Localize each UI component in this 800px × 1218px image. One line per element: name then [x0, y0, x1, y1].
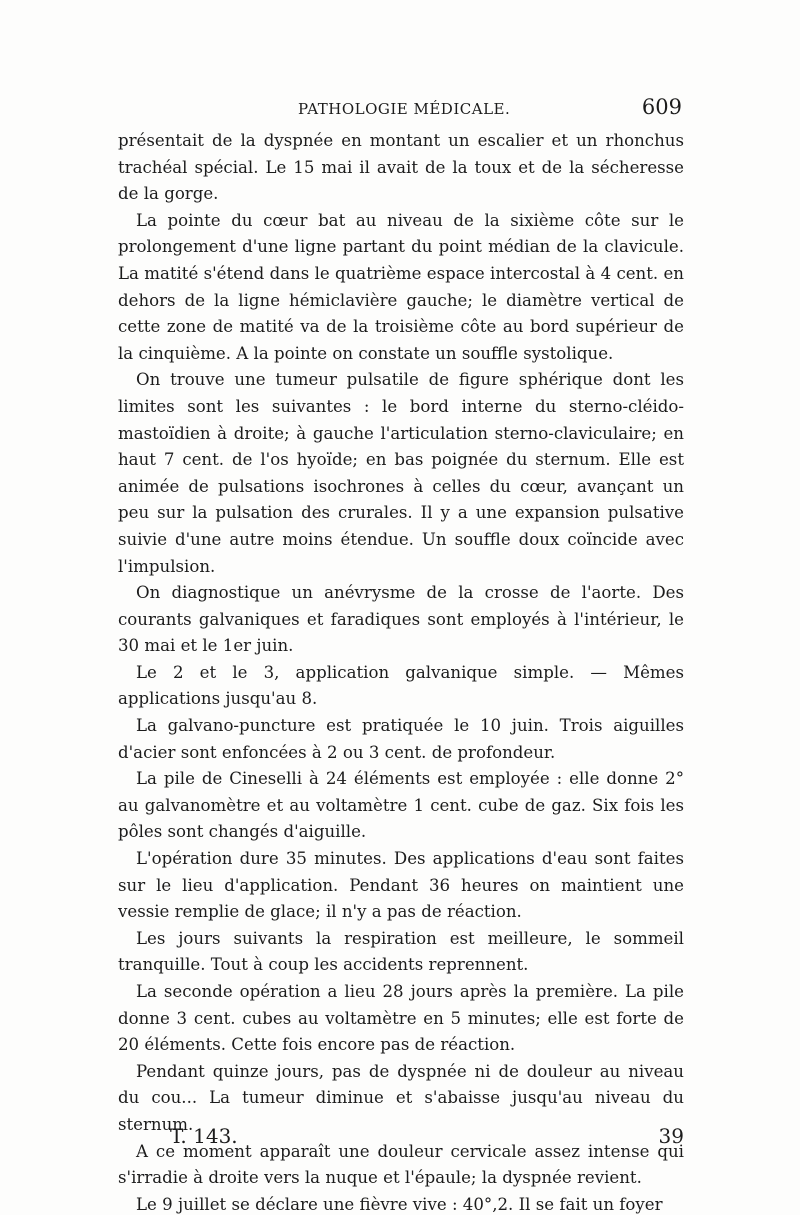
paragraph: Pendant quinze jours, pas de dyspnée ni de douleur au niveau du cou... La tumeur diminue et s'abaisse jusqu'au niveau du sternum. — [118, 1061, 684, 1134]
body-text — [118, 128, 684, 1218]
paragraph: La seconde opération a lieu 28 jours après la première. La pile donne 3 cent. cubes au voltamètre en 5 minutes; elle est forte de 20 éléments. Cette fois encore pas de réaction. — [118, 982, 684, 1055]
paragraph: La galvano-puncture est pratiquée le 10 juin. Trois aiguilles d'acier sont enfoncées à 2 ou 3 cent. de profondeur. — [118, 716, 684, 762]
running-header — [118, 95, 684, 126]
paragraph: On diagnostique un anévrysme de la crosse de l'aorte. Des courants galvaniques et faradiques sont employés à l'intérieur, le 30 mai et le 1er juin. — [118, 583, 684, 656]
paragraph: Le 2 et le 3, application galvanique simple. — Mêmes applications jusqu'au 8. — [118, 662, 684, 709]
paragraph: A ce moment apparaît une douleur cervicale assez intense qui s'irradie à droite vers la nuque et l'épaule; la dyspnée revient. — [118, 1141, 684, 1188]
page-footer — [118, 1124, 684, 1154]
sheet-number: 39 — [658, 1124, 684, 1148]
paragraph: On trouve une tumeur pulsatile de figure sphérique dont les limites sont les suivantes : le bord interne du sterno-cléido-mastoïdien à droite; à gauche l'articulation sterno-claviculaire; en haut 7 cent. de l'os hyoïde; en bas poignée du sternum. Elle est animée de pulsations isochrones à celles du cœur, avançant un peu sur la pulsation des crurales. Il y a une expansion pulsative suivie d'une autre moins étendue. Un souffle doux coïncide avec l'impulsion. — [118, 370, 684, 576]
page-number: 609 — [641, 95, 682, 119]
paragraph: Le 9 juillet se déclare une fièvre vive : 40°,2. Il se fait un foyer — [136, 1194, 663, 1214]
paragraph: La pointe du cœur bat au niveau de la sixième côte sur le prolongement d'une ligne partant du point médian de la clavicule. La matité s'étend dans le quatrième espace intercostal à 4 cent. en dehors de la ligne hémiclavière gauche; le diamètre vertical de cette zone de matité va de la troisième côte au bord supérieur de la cinquième. A la pointe on constate un souffle systolique. — [118, 210, 684, 363]
signature-mark: T. 143. — [170, 1124, 238, 1148]
running-title: PATHOLOGIE MÉDICALE. — [298, 100, 511, 118]
paragraph: La pile de Cineselli à 24 éléments est employée : elle donne 2° au galvanomètre et au voltamètre 1 cent. cube de gaz. Six fois les pôles sont changés d'aiguille. — [118, 769, 684, 842]
paragraph: Les jours suivants la respiration est meilleure, le sommeil tranquille. Tout à coup les accidents reprennent. — [118, 928, 684, 975]
paragraph: L'opération dure 35 minutes. Des applications d'eau sont faites sur le lieu d'application. Pendant 36 heures on maintient une vessie remplie de glace; il n'y a pas de réaction. — [118, 849, 684, 922]
paragraph: présentait de la dyspnée en montant un escalier et un rhonchus trachéal spécial. Le 15 mai il avait de la toux et de la sécheresse de la gorge. — [118, 131, 684, 204]
